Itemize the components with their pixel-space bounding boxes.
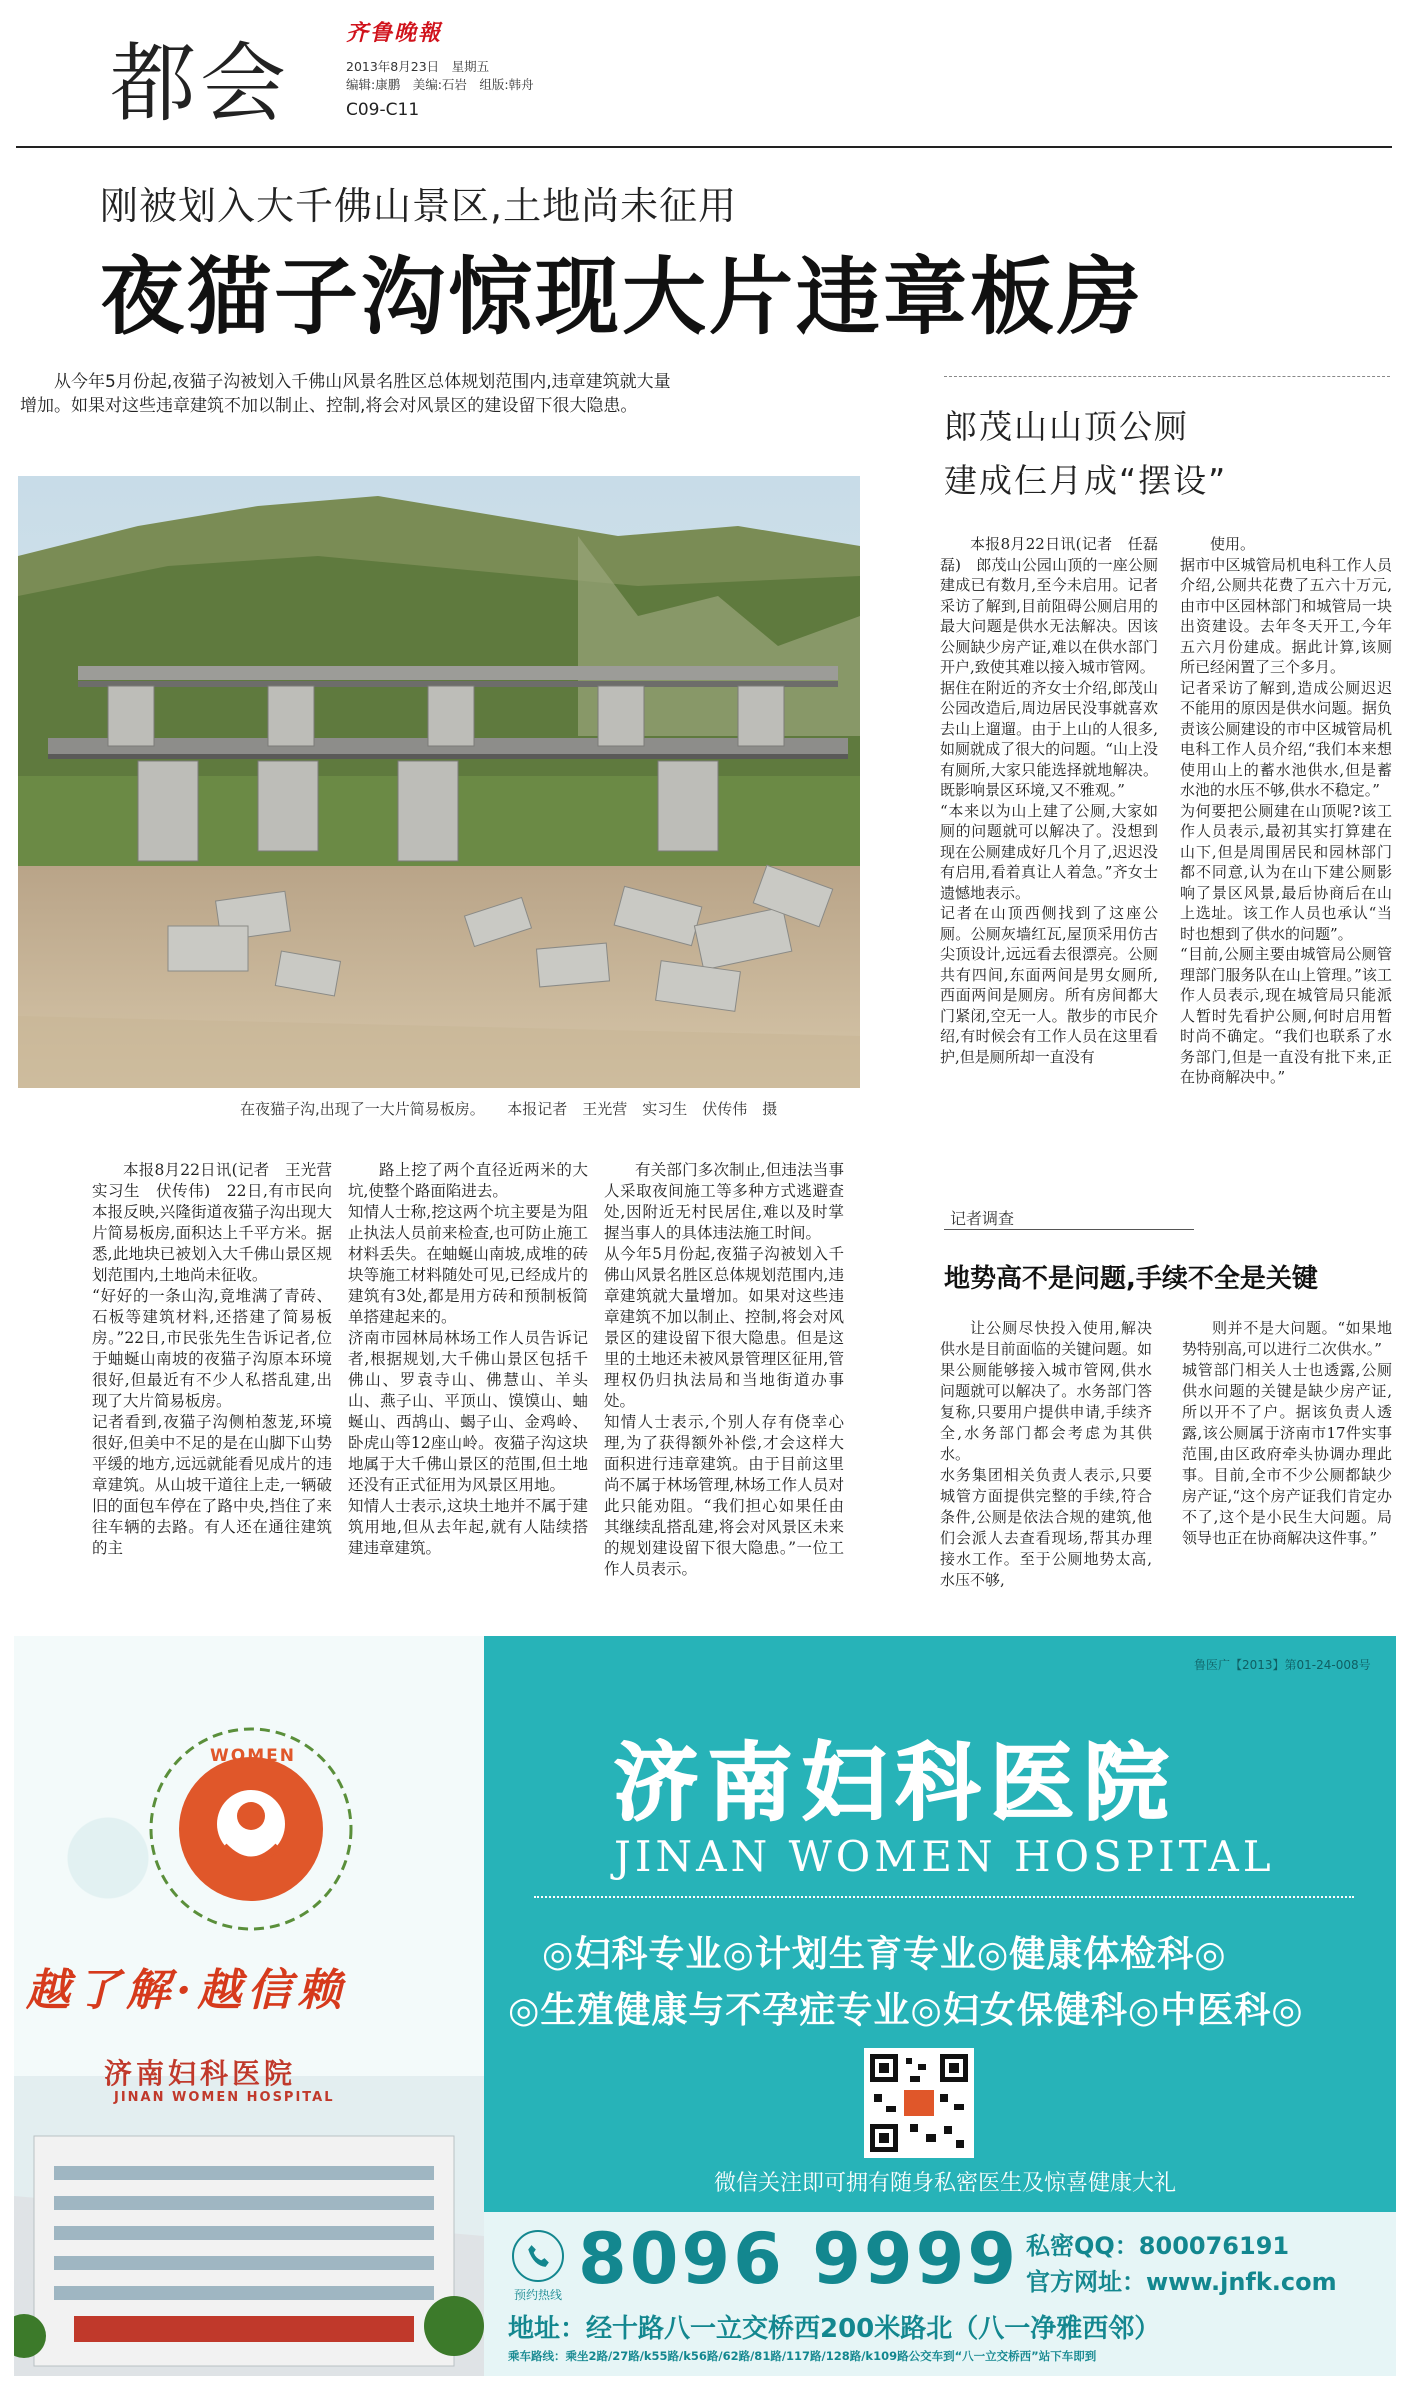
qr-code-icon bbox=[870, 2054, 968, 2152]
investigation-subtitle: 地势高不是问题,手续不全是关键 bbox=[944, 1264, 1318, 1294]
construction-site-photo bbox=[18, 476, 860, 1088]
wechat-promo: 微信关注即可拥有随身私密医生及惊喜健康大礼 bbox=[714, 2171, 1177, 2196]
main-story-text-1: 本报8月22日讯(记者 王光营 实习生 伏传伟) 22日,有市民向本报反映,兴隆街道夜猫子沟出现大片简易板房,面积达上千平方米。据悉,此地块已被划入大千佛山景区规划范围内,土地尚未征收。 “好好的一条山沟,竟堆满了青砖、石板等建筑材料,还搭建了简易板房。”22日,市民张先生告诉记者,位于蚰蜒山南坡的夜猫子沟原本环境很好,但最近有不少人私搭乱建,出现了大片简易板房。 记者看到,夜猫子沟侧柏葱茏,环境很好,但美中不足的是在山脚下山势平缓的地方,远远就能看见成片的违章建筑。从山坡干道往上走,一辆破旧的面包车停在了路中央,挡住了来往车辆的去路。有人还在通往建筑的主 bbox=[92, 1161, 332, 1557]
ad-license: 鲁医广【2013】第01-24-008号 bbox=[1194, 1658, 1371, 1672]
story-photo bbox=[18, 476, 860, 1088]
main-story-text-3: 有关部门多次制止,但违法当事人采取夜间施工等多种方式逃避查处,因附近无村民居住,难以及时掌握当事人的具体违法施工时间。 从今年5月份起,夜猫子沟被划入千佛山风景名胜区总体规划范围内,违章建筑就大量增加。如果对这些违章建筑不加以制止、控制,将会对风景区的建设留下很大隐患。但是这里的土地还未被风景管理区征用,管理权仍归执法局和当地街道办事处。 知情人士表示,个别人存有侥幸心理,为了获得额外补偿,才会这样大面积进行违章建筑。由于目前这里尚不属于林场管理,林场工作人员对此只能劝阻。“我们担心如果任由其继续乱搭乱建,将会对风景区未来的规划建设留下很大隐患。”一位工作人员表示。 bbox=[604, 1161, 844, 1578]
hospital-address: 地址：经十路八一立交桥西200米路北（八一净雅西邻） bbox=[508, 2314, 1161, 2344]
private-qq[interactable]: 私密QQ：800076191 bbox=[1026, 2232, 1290, 2260]
side-story-column-1 bbox=[940, 534, 1158, 1067]
photo-caption: 在夜猫子沟,出现了一大片简易板房。 本报记者 王光营 实习生 伏传伟 摄 bbox=[240, 1100, 778, 1118]
side-story-text-1: 本报8月22日讯(记者 任磊磊) 郎茂山公园山顶的一座公厕建成已有数月,至今未启用。记者采访了解到,目前阻碍公厕启用的最大问题是供水无法解决。因该公厕缺少房产证,难以在供水部门开户,致使其难以接入城市管网。 据住在附近的齐女士介绍,郎茂山公园改造后,周边居民没事就喜欢去山上遛遛。由于上山的人很多,如厕就成了很大的问题。“山上没有厕所,大家只能选择就地解决。既影响景区环境,又不雅观。” “本来以为山上建了公厕,大家如厕的问题就可以解决了。没想到现在公厕建成好几个月了,迟迟没有启用,看着真让人着急。”齐女士遗憾地表示。 记者在山顶西侧找到了这座公厕。公厕灰墙红瓦,屋顶采用仿古尖顶设计,远远看去很漂亮。公厕共有四间,东面两间是男女厕所,西面两间是厕房。所有房间都大门紧闭,空无一人。散步的市民介绍,有时候会有工作人员在这里看护,但是厕所却一直没有 bbox=[940, 535, 1158, 1066]
side-story-column-3 bbox=[940, 1318, 1152, 1591]
side-story-title-line-2: 建成仨月成“摆设” bbox=[944, 461, 1228, 500]
side-story-top-rule bbox=[944, 376, 1390, 377]
issue-date: 2013年8月23日 星期五 bbox=[346, 59, 490, 74]
lead-paragraph: 从今年5月份起,夜猫子沟被划入千佛山风景名胜区总体规划范围内,违章建筑就大量增加。如果对这些违章建筑不加以制止、控制,将会对风景区的建设留下很大隐患。 bbox=[20, 372, 671, 416]
main-story-column-3 bbox=[604, 1160, 844, 1580]
building-sign-cn: 济南妇科医院 bbox=[104, 2057, 297, 2090]
hospital-advertisement bbox=[14, 1636, 1396, 2376]
ad-divider bbox=[534, 1896, 1354, 1898]
hospital-building-image bbox=[14, 2057, 484, 2376]
building-sign-en: JINAN WOMEN HOSPITAL bbox=[114, 2090, 335, 2105]
side-story-text-4: 则并不是大问题。“如果地势特别高,可以进行二次供水。” 城管部门相关人士也透露,公厕供水问题的关键是缺少房产证,所以开不了户。据该负责人透露,该公厕属于济南市17件实事范围,由区政府牵头协调办理此事。目前,全市不少公厕都缺少房产证,“这个房产证我们肯定办不了,这个是小民生大问题。局领导也正在协商解决这件事。” bbox=[1182, 1319, 1392, 1547]
phone-icon bbox=[525, 2243, 551, 2269]
main-story-column-2 bbox=[348, 1160, 588, 1559]
emblem-text: WOMEN bbox=[210, 1746, 296, 1766]
main-headline: 夜猫子沟惊现大片违章板房 bbox=[100, 248, 1145, 346]
hospital-name-cn: 济南妇科医院 bbox=[614, 1734, 1179, 1832]
headline-kicker: 刚被划入大千佛山景区,土地尚未征用 bbox=[100, 184, 738, 228]
hospital-emblem bbox=[146, 1724, 356, 1934]
bus-routes: 乘车路线：乘坐2路/27路/k55路/k56路/62路/81路/117路/128路/k109路公交车到“八一立交桥西”站下车即到 bbox=[508, 2349, 1097, 2363]
side-story-text-3: 让公厕尽快投入使用,解决供水是目前面临的关键问题。如果公厕能够接入城市管网,供水问题就可以解决了。水务部门答复称,只要用户提供申请,手续齐全,水务部门都会考虑为其供水。 水务集团相关负责人表示,只要城管方面提供完整的手续,符合条件,公厕是依法合规的建筑,他们会派人去查看现场,帮其办理接水工作。至于公厕地势太高,水压不够, bbox=[940, 1319, 1152, 1589]
hotline-label: 预约热线 bbox=[513, 2288, 562, 2302]
side-story-column-4 bbox=[1182, 1318, 1392, 1549]
page-range: C09-C11 bbox=[346, 100, 420, 120]
hospital-name-en: JINAN WOMEN HOSPITAL bbox=[614, 1832, 1275, 1881]
side-story-title-line-1: 郎茂山山顶公厕 bbox=[944, 407, 1189, 446]
hotline-number[interactable]: 8096 9999 bbox=[578, 2218, 1020, 2300]
investigation-label: 记者调查 bbox=[950, 1209, 1015, 1228]
newspaper-logo: 齐鲁晚報 bbox=[346, 20, 443, 46]
investigation-label-box bbox=[944, 1204, 1194, 1230]
main-story-text-2: 路上挖了两个直径近两米的大坑,使整个路面陷进去。 知情人士称,挖这两个坑主要是为阻止执法人员前来检查,也可防止施工材料丢失。在蚰蜒山南坡,成堆的砖块等施工材料随处可见,已经成片的建筑有3处,都是用方砖和预制板简单搭建起来的。 济南市园林局林场工作人员告诉记者,根据规划,大千佛山景区包括千佛山、罗袁寺山、佛慧山、羊头山、燕子山、平顶山、馍馍山、蚰蜒山、西鸪山、蝎子山、金鸡岭、卧虎山等12座山岭。夜猫子沟这块地属于大千佛山景区的范围,但土地还没有正式征用为风景区用地。 知情人士表示,这块土地并不属于建筑用地,但从去年起,就有人陆续搭建违章建筑。 bbox=[348, 1161, 588, 1557]
ad-services-line-2: ◎生殖健康与不孕症专业◎妇女保健科◎中医科◎ bbox=[508, 1990, 1304, 2031]
section-title: 都会 bbox=[110, 34, 290, 134]
hospital-building-icon bbox=[14, 2076, 484, 2376]
wechat-qr-code[interactable] bbox=[864, 2048, 974, 2158]
side-story-column-2 bbox=[1180, 534, 1392, 1088]
ad-services-line-1: ◎妇科专业◎计划生育专业◎健康体检科◎ bbox=[542, 1934, 1227, 1975]
main-story-column-1 bbox=[92, 1160, 332, 1559]
phone-icon-badge bbox=[512, 2230, 564, 2282]
ad-slogan: 越了解·越信赖 bbox=[26, 1965, 348, 2016]
editors-credit: 编辑:康鹏 美编:石岩 组版:韩舟 bbox=[346, 77, 534, 92]
official-website[interactable]: 官方网址：www.jnfk.com bbox=[1026, 2268, 1337, 2296]
side-story-text-2: 使用。 据市中区城管局机电科工作人员介绍,公厕共花费了五六十万元,由市中区园林部门和城管局一块出资建设。去年冬天开工,今年五六月份建成。据此计算,该厕所已经闲置了三个多月。 记者采访了解到,造成公厕迟迟不能用的原因是供水问题。据负责该公厕建设的市中区城管局机电科工作人员介绍,“我们本来想使用山上的蓄水池供水,但是蓄水池的水压不够,供水不稳定。” 为何要把公厕建在山顶呢?该工作人员表示,最初其实打算建在山下,但是周围居民和园林部门都不同意,认为在山下建公厕影响了景区风景,最后协商后在山上选址。该工作人员也承认“当时也想到了供水的问题”。 “目前,公厕主要由城管局公厕管理部门服务队在山上管理。”该工作人员表示,现在城管局只能派人暂时先看护公厕,何时启用暂时尚不确定。“我们也联系了水务部门,但是一直没有批下来,正在协商解决中。” bbox=[1180, 535, 1392, 1086]
masthead-rule bbox=[16, 146, 1392, 148]
